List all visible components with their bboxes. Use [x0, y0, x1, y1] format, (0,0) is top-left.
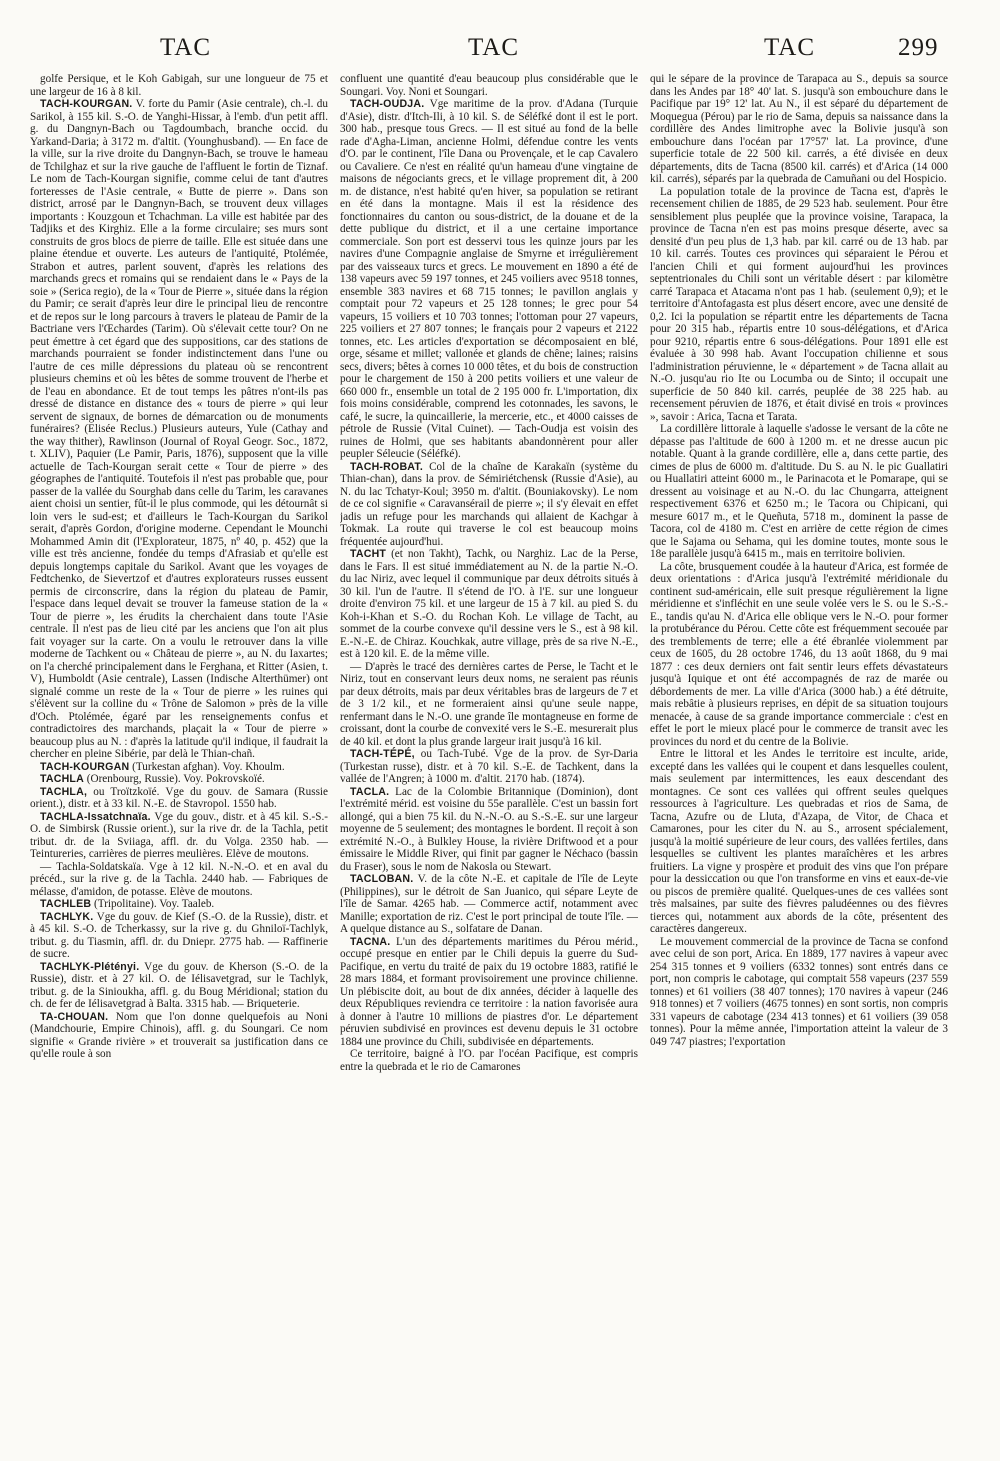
entry-text: Le mouvement commercial de la province de Tacna se confond avec celui de son port, Arica. En 1889, 177 navires à vapeur avec 254 315 tonnes et 9 voiliers (6332 tonnes) sont entrés dans ce port, non compris le cabotage, qui comptait 558 vapeurs (237 559 tonnes) et 61 voiliers (38 407 tonnes); 170 navires à vapeur (246 918 tonnes) et 7 voiliers (4675 tonnes) en sont sortis, non compris 331 vapeurs de cabotage (234 413 tonnes) et 61 voiliers (39 058 tonnes). Pour la même année, l'importation atteint la valeur de 3 049 747 piastres; l'exportation: [650, 935, 948, 1048]
dictionary-entry: [650, 748, 948, 936]
dictionary-entry: [650, 73, 948, 186]
entry-text: Vge du gouv. de Kherson (S.-O. de la Russie), distr. et à 27 kil. O. de Iélisavetgrad, sur le Tachlyk, tribut. g. de la Sinioukha, affl. g. du Boug Méridional; station du ch. de fer de Iélisavetgrad à Balta. 3315 hab. — Briqueterie.: [30, 960, 328, 1010]
entry-text: (Tripolitaine). Voy. Taaleb.: [94, 898, 215, 910]
entry-text: Vge du gouv., distr. et à 45 kil. S.-S.-O. de Simbirsk (Russie orient.), sur la rive dr. de la Tachla, petit tribut. dr. de la Sviiaga, affl. dr. du Volga. 2350 hab. — Teintureries, carrières de pierres meulières. Elève de moutons.: [30, 810, 328, 860]
entry-headword: TACHLA,: [40, 785, 88, 798]
entry-text: V. forte du Pamir (Asie centrale), ch.-l. du Sarikol, à 155 kil. S.-O. de Yanghi-Hissar, à l'emb. d'un petit affl. g. du Dangnyn-Bach ou Tagdoumbach, branche occid. du Yarkand-Daria; à 3172 m. d'altit. (Younghusband). — En face de la ville, sur la rive droite du Dangnyn-Bach, se trouve le hameau de Tchilghaz et sur la rive gauche de l'affluent le fortin de Tiznaf. Le nom de Tach-Kourgan signifie, comme celui de tant d'autres forteresses de l'Asie centrale, « Butte de pierre ». Dans son district, arrosé par le Dangnyn-Bach, se trouvent deux villages importants : Kouzgoun et Tchachman. La ville est habitée par des Tadjiks et des Kirghiz. Elle a la forme circulaire; ses murs sont construits de gros blocs de pierre de taille. Elle est située dans une plaine étendue et ouverte. Les auteurs de l'antiquité, Ptolémée, Strabon et autres, parlent souvent, d'après les relations des marchands grecs et romains qui se rendaient dans le « Pays de la soie » (Serica regio), de la « Tour de Pierre », située dans la région du Pamir; ce serait d'après leur dire le principal lieu de rencontre et de repos sur le long parcours à travers le plateau de Pamir de la Bactriane vers l'Œchardes (Tarim). Où s'élevait cette tour? On ne peut émettre à cet égard que des suppositions, car des stations de marchands pourraient se fonder indistinctement dans l'une ou l'autre de ces mille dépressions du plateau où se rencontrent plusieurs chemins et où les bêtes de somme trouvent de l'herbe et de l'eau en abondance. Et de tout temps les pâtres n'ont-ils pas dressé de distance en distance des « tours de pierre » qui leur servent de signaux, de bornes de démarcation ou de monuments funéraires? (Elisée Reclus.) Plusieurs auteurs, Yule (Cathay and the way thither), Rawlinson (Journal of Royal Geogr. Soc., 1872, t. XLIV), Paquier (Le Pamir, Paris, 1876), supposent que la ville actuelle de Tach-Kourgan serait cette « Tour de pierre » des géographes de l'antiquité. Toutefois il n'est pas probable que, pour passer de la vallée du Sourghab dans celle du Tarim, les caravanes aient choisi un sentier, fût-il le plus commode, qui les détournât si loin vers le sud-est; et d'ailleurs le Tach-Kourgan du Sarikol serait, d'après Gordon, d'origine moderne. Cependant le Mounchi Mohammed Amin dit (l'Explorateur, 1875, nº 40, p. 452) que la ville est très ancienne, fondée du temps d'Afrasiab et qu'elle est depuis longtemps capitale du Sarikol. Avant que les voyages de Fedtchenko, de Sievertzof et d'autres explorateurs russes eussent permis de circonscrire, dans la région du plateau de Pamir, l'espace dans lequel devait se trouver la fameuse station de la « Tour de pierre », les érudits la cherchaient dans toute l'Asie centrale. Il n'est pas de lieu cité par les anciens que l'on ait plus fait voyager sur la carte. On a voulu le retrouver dans la ville moderne de Tachkent ou « Château de pierre », au N. du Iaxartes; on l'a cherché principalement dans le Ferghana, et Ritter (Asien, t. V), Humboldt (Asie centrale), Lassen (Indische Alterthümer) ont signalé comme un reste de la « Tour de pierre » les ruines qui s'élèvent sur la colline du « Trône de Salomon » près de la ville d'Och. Ptolémée, égaré par les renseignements confus et contradictoires des marchands, plaçait la « Tour de pierre » beaucoup plus au N. : d'après la latitude qu'il indique, il faudrait la chercher en pleine Sibérie, par delà le Thian-chañ.: [30, 98, 328, 760]
dictionary-entry: [30, 98, 328, 761]
dictionary-entry: [340, 936, 638, 1049]
dictionary-entry: [340, 548, 638, 661]
dictionary-entry: [650, 936, 948, 1049]
dictionary-entry: [30, 773, 328, 786]
dictionary-entry: [30, 861, 328, 899]
entry-text: ou Troïtzkoïé. Vge du gouv. de Samara (Russie orient.), distr. et à 33 kil. N.-E. de Stavropol. 1550 hab.: [30, 785, 328, 810]
dictionary-entry: [30, 911, 328, 961]
entry-headword: TACHT: [350, 548, 387, 560]
entry-headword: TACH-TÉPÉ,: [350, 748, 415, 760]
entry-headword: TACHLYK-Plétényi.: [40, 960, 140, 973]
text-column-right: [650, 73, 948, 1448]
dictionary-entry: [30, 898, 328, 911]
dictionary-entry: [650, 561, 948, 749]
entry-text: Vge maritime de la prov. d'Adana (Turquie d'Asie), distr. d'Itch-Ili, à 10 kil. S. de Séléfké dont il est le port. 300 hab., presque tous Grecs. — Il est situé au fond de la belle rade d'Agha-Liman, ancienne Holmi, défendue contre les vents d'O. par le continent, l'île Dana ou Provençale, et le cap Cavalero ou Cavaliere. Ce n'est en réalité qu'un hameau d'une vingtaine de maisons de négociants grecs, et le village proprement dit, à 200 m. de distance, n'est habité qu'en hiver, sa population se retirant en été dans la montagne. Mais il est la résidence des fonctionnaires du canton ou sous-district, de la douane et de la dette publique du district, et il a une certaine importance commerciale. Son port est desservi tous les quinze jours par les navires d'une Compagnie anglaise de Smyrne et irrégulièrement par des vaisseaux turcs et grecs. Le mouvement en 1890 a été de 138 vapeurs avec 59 197 tonnes, et 245 voiliers avec 9518 tonnes, ensemble 383 navires et 68 715 tonnes; le pavillon anglais y comptait pour 72 vapeurs et 25 128 tonnes; le grec pour 54 vapeurs, 15 voiliers et 10 703 tonnes; l'ottoman pour 27 vapeurs, 225 voiliers et 27 807 tonnes; le français pour 2 vapeurs et 2122 tonnes, etc. Les articles d'exportation se décomposaient en blé, orge, sésame et millet; vallonée et glands de chêne; laines; raisins secs, divers; bêtes à cornes 10 000 têtes, et du bois de construction pour le chargement de 150 à 200 petits voiliers et une valeur de 660 000 fr., ensemble un total de 2 195 000 fr. L'importation, dix fois moins considérable, comprend les cotonnades, les savons, le café, le sucre, la quincaillerie, la mercerie, etc., et 4000 caisses de pétrole de Russie (Vital Cuinet). — Tach-Oudja est voisin des ruines de Holmi, que ses habitants abandonnèrent pour aller peupler Séleucie (Séléfké).: [340, 98, 638, 460]
dictionary-entry: [30, 761, 328, 774]
entry-text: confluent une quantité d'eau beaucoup plus considérable que le Soungari. Voy. Noni et Soungari.: [340, 73, 638, 98]
entry-text: (Orenbourg, Russie). Voy. Pokrovskoïé.: [86, 773, 265, 785]
entry-text: Ce territoire, baigné à l'O. par l'océan Pacifique, est compris entre la quebrada et le rio de Camarones: [340, 1048, 638, 1073]
entry-headword: TACH-OUDJA.: [350, 98, 425, 110]
entry-text: (et non Takht), Tachk, ou Narghiz. Lac de la Perse, dans le Fars. Il est situé immédiatement au N. de la partie N.-O. du lac Niriz, avec lequel il communique par deux détroits situés à 30 kil. l'un de l'autre. Il s'étend de l'O. à l'E. sur une longueur droite d'environ 75 kil. et une largeur de 15 à 7 kil. au pied S. du Koh-i-Khan et S.-O. du Rochan Koh. Le village de Tacht, au sommet de la courbe convexe qu'il dessine vers le S., est à 98 kil. E.-N.-E. de Chiraz. Kouchkak, autre village, près de sa rive N.-E., est à 120 kil. E. de la même ville.: [340, 548, 638, 660]
entry-text: ou Tach-Tubé. Vge de la prov. de Syr-Daria (Turkestan russe), distr. et à 70 kil. S.-E. de Tachkent, dans la vallée de l'Angren; à 1000 m. d'altit. 2170 hab. (1874).: [340, 748, 638, 785]
dictionary-entry: [30, 1011, 328, 1061]
dictionary-entry: [340, 461, 638, 549]
page-number: 299: [898, 34, 939, 61]
running-head-right: TAC: [764, 34, 815, 61]
entry-headword: TACNA.: [350, 935, 391, 948]
entry-text: V. de la côte N.-E. et capitale de l'île de Leyte (Philippines), sur le détroit de San Juanico, qui sépare Leyte de l'île de Samar. 4265 hab. — Commerce actif, notamment avec Manille; exportation de riz. C'est le port principal de toute l'île. — A quelque distance au S., solfatare de Danan.: [340, 873, 638, 935]
entry-headword: TACH-ROBAT.: [350, 460, 424, 473]
dictionary-entry: [340, 73, 638, 98]
entry-headword: TA-CHOUAN.: [40, 1010, 109, 1023]
running-head: [0, 34, 1000, 74]
dictionary-entry: [30, 961, 328, 1011]
entry-headword: TACHLA: [40, 773, 84, 785]
entry-text: Vge du gouv. de Kief (S.-O. de la Russie), distr. et à 45 kil. S.-O. de Tcherkassy, sur la rive g. du Ghniloï-Tachlyk, tribut. g. du Tiasmin, affl. dr. du Dniepr. 2775 hab. — Raffinerie de sucre.: [30, 910, 328, 960]
entry-text: Col de la chaîne de Karakaïn (système du Thian-chan), dans la prov. de Sémiriétchensk (Russie d'Asie), au N. du lac Tchatyr-Koul; 3950 m. d'altit. (Bouniakovsky). Le nom de ce col signifie « Caravansérail de pierre »; il s'y élevait en effet jadis un refuge pour les marchands qui allaient de Kachgar à Tokmak. La route qui traverse le col est beaucoup moins fréquentée aujourd'hui.: [340, 460, 638, 548]
dictionary-entry: [650, 186, 948, 424]
running-head-left: TAC: [160, 34, 211, 61]
dictionary-entry: [30, 811, 328, 861]
entry-text: (Turkestan afghan). Voy. Khoulm.: [132, 760, 285, 773]
dictionary-entry: [340, 1048, 638, 1073]
entry-text: La côte, brusquement coudée à la hauteur d'Arica, est formée de deux orientations : d'Arica jusqu'à l'extrémité méridionale du continent sud-américain, elle suit presque régulièrement la ligne méridienne et s'infléchit en une seule volée vers le S. ou le S.-S.-E., tandis qu'au N. d'Arica elle oblique vers le N.-O. pour former la protubérance du Pérou. Cette côte est fréquemment secouée par des tremblements de terre; elle a été ébranlée violemment par ceux de 1605, du 28 octobre 1746, du 13 août 1868, du 9 mai 1877 : ces deux derniers ont fait sentir leurs effets dévastateurs jusqu'à Iquique et ont été accompagnés de raz de marée ou débordements de mer. La ville d'Arica (3000 hab.) a été détruite, mais rebâtie à plusieurs reprises, en dépit de sa situation toujours menacée, à cause de sa grande importance commerciale : c'est en effet le port le mieux placé pour le commerce de transit avec les provinces du nord et du centre de la Bolivie.: [650, 560, 948, 748]
dictionary-entry: [340, 873, 638, 936]
entry-headword: TACH-KOURGAN: [40, 760, 130, 773]
entry-headword: TACHLYK.: [40, 910, 94, 923]
dictionary-entry: [340, 786, 638, 874]
dictionary-entry: [340, 748, 638, 786]
entry-text: qui le sépare de la province de Tarapaca au S., depuis sa source dans les Andes par 18° 40' lat. S. jusqu'à son embouchure dans le Pacifique par 19° 12' lat. Au N., il est séparé du département de Moquegua (Pérou) par le rio de Sama, depuis sa naissance dans la cordillère des Andes limitrophe avec la Bolivie jusqu'à son embouchure dans l'océan par 17°57' lat. La province, d'une superficie totale de 22 500 kil. carrés, a été divisée en deux départements, dits de Tacna (8500 kil. carrés) et d'Arica (14 000 kil. carrés), séparés par la quebrada de Camuñani ou del Hospicio.: [650, 73, 948, 185]
entry-headword: TACHLA-Issatchnaïa.: [40, 810, 151, 823]
entry-text: golfe Persique, et le Koh Gabigah, sur une longueur de 75 et une largeur de 16 à 8 kil.: [30, 73, 328, 98]
dictionary-entry: [30, 73, 328, 98]
entry-headword: TACLA.: [350, 785, 390, 798]
entry-text: L'un des départements maritimes du Pérou mérid., occupé presque en entier par le Chili depuis la guerre du Sud-Pacifique, en vertu du traité de paix du 19 octobre 1883, ratifié le 28 mars 1884, et formant provisoirement une province chilienne. Un plébiscite doit, au bout de dix années, décider à laquelle des deux Républiques reviendra ce territoire : la nation favorisée aura à donner à l'autre 10 millions de piastres d'or. Le département péruvien subdivisé en provinces est devenu depuis le 31 octobre 1884 une province du Chili, subdivisée en départements.: [340, 935, 638, 1048]
text-column-left: [30, 73, 328, 1448]
entry-text: Nom que l'on donne quelquefois au Noni (Mandchourie, Empire Chinois), affl. g. du Soungari. Ce nom signifie « Grande rivière » et trouverait sa justification dans ce qu'elle roule à son: [30, 1010, 328, 1060]
text-column-middle: [340, 73, 638, 1448]
entry-headword: TACHLEB: [40, 898, 92, 910]
entry-text: La cordillère littorale à laquelle s'adosse le versant de la côte ne dépasse pas l'altitude de 600 à 1200 m. et ne dresse aucun pic notable. Quant à la grande cordillère, elle a, dans cette partie, des cimes de plus de 6000 m. d'altitude. Du S. au N. le pic Guallatiri ou Huallatiri atteint 6000 m., le Parinacota et le Pomarape, qui se dressent au voisinage et au N.-O. du lac Chungarra, atteignent respectivement 6376 et 6250 m.; le Tacora ou Chipicani, qui mesure 6017 m., et le Queñuta, 5718 m., dominent la passe de Tacora, col de 4180 m. C'est en arrière de cette région de cimes que le Sajama ou Sehama, qui les domine toutes, monte sous le 18e parallèle jusqu'à 6415 m., mais en territoire bolivien.: [650, 423, 948, 560]
entry-headword: TACH-KOURGAN.: [40, 98, 133, 110]
dictionary-entry: [340, 661, 638, 749]
dictionary-entry: [650, 423, 948, 561]
entry-text: La population totale de la province de Tacna est, d'après le recensement chilien de 1885, de 29 523 hab. seulement. Pour être sensiblement plus peuplée que la province voisine, Tarapaca, la province de Tacna n'en est pas moins presque déserte, avec sa densité d'un peu plus de 1,3 hab. par kil. carré ou de 13 hab. par 10 kil. carrés. Toutes ces provinces qui séparaient le Pérou et l'ancien Chili et qui forment aujourd'hui les provinces septentrionales du Chili sont un véritable désert : par kilomètre carré Tarapaca et Atacama n'ont pas 1 hab. (seulement 0,9); et le territoire d'Antofagasta est plus désert encore, avec une densité de 0,2. Ici la population se répartit entre les départements de Tacna pour 20 315 hab., répartis entre 10 sous-délégations, et d'Arica pour 9210, répartis entre 6 sous-délégations. Pour 1891 elle est évaluée à 30 998 hab. Avant l'occupation chilienne et sous l'administration péruvienne, le « département » de Tacna allait au N.-O. jusqu'au rio Ite ou Locumba ou de Sinto; il occupait une superficie de 50 840 kil. carrés, peuplée de 38 225 hab. au recensement péruvien de 1876, et était divisé en trois « provinces », savoir : Arica, Tacna et Tarata.: [650, 185, 948, 423]
dictionary-entry: [30, 786, 328, 811]
entry-text: Entre le littoral et les Andes le territoire est inculte, aride, excepté dans les vallées qui le coupent et dans lesquelles coulent, mais seulement par intermittences, les eaux descendant des montagnes. Ce sont ces vallées qui offrent seules quelques ressources à l'agriculture. Les quebradas et rios de Sama, de Tacna, Azufre ou de Lluta, d'Azapa, de Vitor, de Chaca et Camarones, pour les citer du N. au S., arrosent spécialement, jusqu'à la moitié supérieure de leur cours, des vallées fertiles, dans lesquelles se cultivent les plantes maraîchères et les arbres fruitiers. La vigne y prospère et produit des vins que l'on prépare pour la dessiccation ou que l'on transforme en vins et eaux-de-vie ou piscos de première qualité. Quelques-unes de ces vallées sont très malsaines, par suite des fièvres paludéennes ou des fièvres tierces qui, notamment aux abords de la côte, présentent des caractères dangereux.: [650, 748, 948, 935]
entry-text: Lac de la Colombie Britannique (Dominion), dont l'extrémité mérid. est voisine du 55e parallèle. C'est un bassin fort allongé, qui a bien 75 kil. du N.-N.-O. au S.-S.-E. sur une largeur moyenne de 5 seulement; des montagnes le bordent. Il reçoit à son extrémité N.-O., à Bulkley House, la rivière Driftwood et a pour émissaire le Middle River, qui finit par gagner le Néchaco (bassin du Fraser), sous le nom de Nakosla ou Stewart.: [340, 785, 638, 873]
dictionary-entry: [340, 98, 638, 461]
running-head-center: TAC: [468, 34, 519, 61]
entry-text: — Tachla-Soldatskaïa. Vge à 12 kil. N.-N.-O. et en aval du précéd., sur la rive g. de la Tachla. 2440 hab. — Fabriques de mélasse, d'amidon, de potasse. Elève de moutons.: [30, 860, 328, 898]
entry-headword: TACLOBAN.: [350, 873, 414, 885]
entry-text: — D'après le tracé des dernières cartes de Perse, le Tacht et le Niriz, tout en conservant leurs deux noms, ne seraient pas réunis par deux détroits, mais par deux véritables bras de largeurs de 7 et de 3 1/2 kil., et ne formeraient ainsi qu'une seule nappe, renfermant dans le N.-O. une grande île montagneuse en forme de croissant, dont la courbe de convexité vers le S.-E. mesurerait plus de 40 kil. et dont la plus grande largeur irait jusqu'à 16 kil.: [340, 660, 638, 748]
